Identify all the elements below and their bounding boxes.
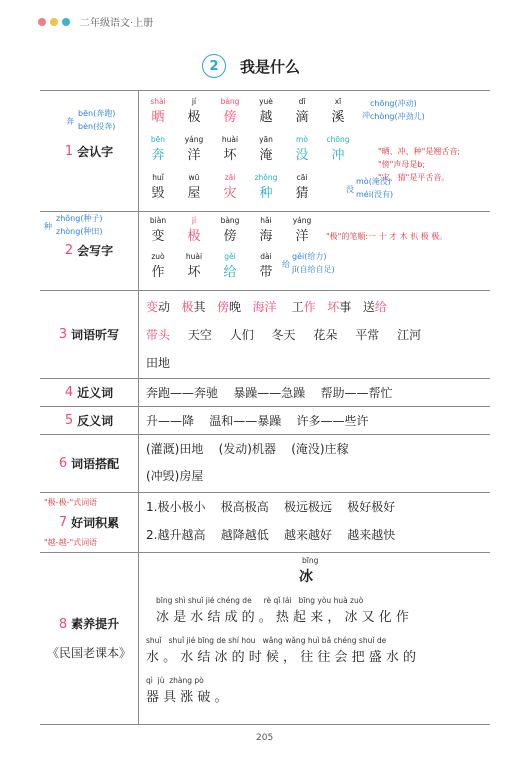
polyphone-reading: mò(淹没) [356,177,391,186]
hanzi: 海 [259,229,273,244]
polyphone-char: 冲 [362,111,370,120]
character-cell [140,135,176,163]
pinyin: zāi [224,173,236,182]
pattern-note: "极-极-"式词语 [44,498,98,507]
character-cell [140,173,176,201]
lesson-number: 2 [202,54,226,78]
hanzi: 冲 [331,148,345,163]
pinyin: wū [188,173,200,182]
character-cell [320,97,356,125]
hanzi: 给 [223,265,237,280]
poem-pinyin: bīng shì shuǐ jié chéng de rè qǐ lái bīng yòu huà zuò [156,596,364,605]
poem-line: 冰 是 水 结 成 的 。 热 起 来 ， 冰 又 化 作 [156,610,409,625]
header-title: 二年级语文·上册 [80,18,154,29]
hanzi: 极 [187,229,201,244]
hanzi: 坏 [223,148,237,163]
character-cell [140,252,176,280]
character-cell [248,252,284,280]
poem-title: 冰 [299,569,313,585]
section-recognize [40,90,490,212]
character-cell [212,252,248,280]
section-label: 3 词语听写 [40,290,139,378]
polyphone-char: 没 [346,185,354,194]
pinyin: bàng [220,97,240,106]
character-cell [284,97,320,125]
pinyin: huǐ [152,173,164,182]
pinyin: bàng [220,216,240,225]
note-line: "灾、猜"是平舌音。 [378,173,450,182]
polyphone-reading: chōng(冲动) [370,99,417,108]
hanzi: 屋 [187,186,201,201]
pinyin: huài [221,135,239,144]
hanzi: 没 [295,148,309,163]
pinyin: yáng [184,135,204,144]
character-cell [176,216,212,244]
pinyin: zuò [151,252,165,261]
section-label: 8 素养提升 《民国老课本》 [40,552,139,724]
section-antonyms [40,406,490,435]
collocation-line: (灌溉)田地 (发动)机器 (淹没)庄稼 [146,442,349,456]
pinyin: mò [296,135,308,144]
character-cell [248,135,284,163]
hanzi: 毁 [151,186,165,201]
hanzi: 滴 [295,110,309,125]
hanzi: 晒 [151,110,165,125]
dictation-line: 变动 极其 傍晚 海洋 工作 坏事 送给 [146,300,387,314]
pinyin: jí [191,216,197,225]
pinyin: jí [191,97,197,106]
section-label: 1 会认字 [40,91,139,211]
hanzi: 带 [259,265,273,280]
hanzi: 猜 [295,186,309,201]
character-cell [284,135,320,163]
character-cell [248,97,284,125]
stroke-order-note: "极"的笔顺:一 十 才 木 朳 极 极。 [326,232,448,241]
section-label: 7 好词积累 [40,492,139,552]
section-literacy [40,552,490,725]
character-cell [320,135,356,163]
note-line: "晒、冲、种"是翘舌音; [378,147,461,156]
pinyin: bēn [150,135,166,144]
page-header [38,14,153,29]
character-cell [176,173,212,201]
pinyin: yáng [292,216,312,225]
pinyin: biàn [149,216,167,225]
polyphone-reading: chòng(冲劲儿) [370,112,425,121]
section-label: 5 反义词 [40,406,139,434]
pinyin: dī [298,97,306,106]
poem-title-pinyin: bīng [302,556,319,565]
hanzi: 溪 [331,110,345,125]
dot-icon [38,18,46,26]
polyphone-reading: bèn(投奔) [78,122,116,131]
dot-icon [62,18,70,26]
section-synonyms [40,378,490,407]
poem-pinyin: qì jù zhàng pò [146,676,204,685]
hanzi: 灾 [223,186,237,201]
section-collocation [40,434,490,493]
character-cell [248,173,284,201]
character-cell [212,97,248,125]
character-cell [140,97,176,125]
section-write [40,210,490,291]
hanzi: 变 [151,229,165,244]
polyphone-reading: méi(没有) [356,190,394,199]
pinyin: shài [150,97,166,106]
character-cell [212,173,248,201]
character-cell [212,216,248,244]
pinyin: hǎi [260,216,272,225]
page-number: 205 [256,733,274,743]
character-cell [284,216,320,244]
pinyin: zhǒng [254,173,278,182]
pinyin: dài [260,252,272,261]
pinyin: chōng [326,135,350,144]
section-label: 4 近义词 [40,378,139,406]
hanzi: 淹 [259,148,273,163]
section-good-words [40,492,490,553]
character-cell [140,216,176,244]
section-label: 2 会写字 [40,210,139,290]
hanzi: 洋 [295,229,309,244]
pinyin: huài [185,252,203,261]
pinyin: yuè [259,97,273,106]
lesson-title: 我是什么 [240,57,301,76]
character-cell [176,252,212,280]
polyphone-char: 种 [44,222,52,231]
pattern-note: "越-越-"式词语 [44,538,98,547]
polyphone-reading: jǐ(自给自足) [292,265,335,274]
hanzi: 傍 [223,229,237,244]
pinyin: gěi [224,252,236,261]
polyphone-char: 奔 [66,117,74,126]
character-cell [212,135,248,163]
good-words-line: 2.越升越高 越降越低 越来越好 越来越快 [146,528,396,542]
poem-line: 水 。 水 结 冰 的 时 候 ， 往 往 会 把 盛 水 的 [146,650,416,665]
collocation-line: (冲毁)房屋 [146,469,204,483]
character-cell [284,173,320,201]
hanzi: 越 [259,110,273,125]
note-line: "傍"声母是b; [378,160,426,169]
pinyin: yān [259,135,273,144]
poem-line: 器 具 涨 破 。 [146,690,228,705]
section-dictation [40,290,490,379]
hanzi: 坏 [187,265,201,280]
book-title: 《民国老课本》 [46,646,131,660]
lesson-heading [202,54,300,78]
hanzi: 作 [151,265,165,280]
polyphone-reading: zhòng(种田) [56,227,103,236]
hanzi: 种 [259,186,273,201]
character-cell [248,216,284,244]
section-label: 6 词语搭配 [40,434,139,492]
character-cell [176,135,212,163]
poem-pinyin: shuǐ shuǐ jié bīng de shí hou wǎng wǎng huì bǎ chéng shuǐ de [146,636,387,645]
dot-icon [50,18,58,26]
character-cell [176,97,212,125]
hanzi: 极 [187,110,201,125]
polyphone-char: 给 [282,260,290,269]
good-words-line: 1.极小极小 极高极高 极远极远 极好极好 [146,500,396,514]
antonyms-text: 升——降 温和——暴躁 许多——些许 [146,414,369,428]
polyphone-reading: gěi(给力) [292,252,327,261]
synonyms-text: 奔跑——奔驰 暴躁——急躁 帮助——帮忙 [146,386,393,400]
pinyin: cāi [296,173,308,182]
polyphone-reading: bēn(奔跑) [78,109,116,118]
hanzi: 奔 [151,148,165,163]
dictation-line: 田地 [146,356,171,370]
polyphone-reading: zhǒng(种子) [56,214,103,223]
hanzi: 洋 [187,148,201,163]
hanzi: 傍 [223,110,237,125]
dictation-line: 带头 天空 人们 冬天 花朵 平常 江河 [146,328,422,342]
pinyin: xī [334,97,342,106]
